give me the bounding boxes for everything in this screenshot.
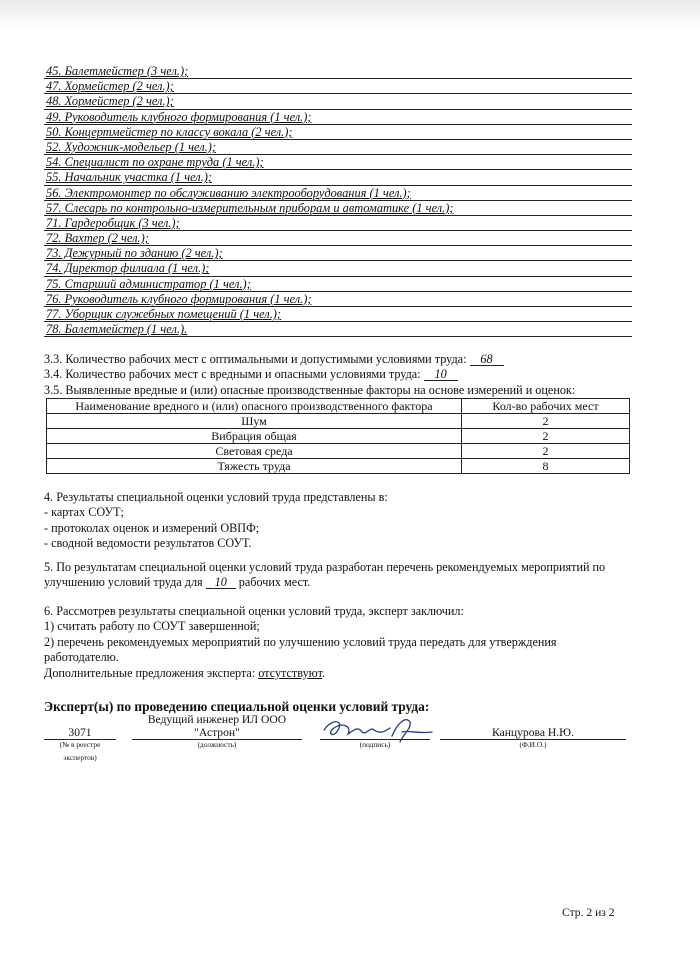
section-4-title: 4. Результаты специальной оценки условий труда представлены в:: [44, 490, 388, 504]
expert-position-line2: "Астрон": [194, 726, 240, 739]
factor-name: Тяжесть труда: [47, 459, 462, 474]
factor-count: 2: [462, 444, 630, 459]
optimal-workplaces-value: 68: [470, 353, 504, 366]
section-5: 5. По результатам специальной оценки условий труда разработан перечень рекомендуемых мероприятий по улучшению условий труда для 10 рабочих мест.: [44, 560, 606, 590]
harmful-workplaces-value: 10: [424, 368, 458, 381]
measures-workplaces-value: 10: [206, 576, 236, 589]
section-4: [44, 490, 644, 552]
section-6-title: 6. Рассмотрев результаты специальной оценки условий труда, эксперт заключил:: [44, 604, 464, 618]
list-item: 75. Старший администратор (1 чел.);: [44, 277, 632, 292]
registry-field: 3071 (№ в реестре экспертов): [44, 726, 116, 762]
factor-name: Вибрация общая: [47, 429, 462, 444]
list-item: 76. Руководитель клубного формирования (1 чел.);: [44, 292, 632, 307]
list-item: 48. Хормейстер (2 чел.);: [44, 94, 632, 109]
section-3-3: 3.3. Количество рабочих мест с оптимальными и допустимыми условиями труда: 68: [44, 352, 504, 366]
list-item: 71. Гардеробщик (3 чел.);: [44, 216, 632, 231]
table-row: [47, 429, 630, 444]
page-number: Стр. 2 из 2: [562, 906, 615, 919]
list-item: 72. Вахтер (2 чел.);: [44, 231, 632, 246]
name-field: Канцурова Н.Ю. (Ф.И.О.): [440, 726, 626, 749]
section-3-5: 3.5. Выявленные вредные и (или) опасные производственные факторы на основе измерений и оценок:: [44, 383, 576, 397]
list-item: 56. Электромонтер по обслуживанию электрооборудования (1 чел.);: [44, 186, 632, 201]
list-item: 52. Художник-модельер (1 чел.);: [44, 140, 632, 155]
expert-position-line1: Ведущий инженер ИЛ ООО: [147, 713, 287, 726]
expert-name: Канцурова Н.Ю.: [492, 726, 574, 739]
list-item: 55. Начальник участка (1 чел.);: [44, 170, 632, 185]
factor-count: 8: [462, 459, 630, 474]
list-item: 47. Хормейстер (2 чел.);: [44, 79, 632, 94]
scan-shadow: [0, 0, 700, 30]
extra-proposals-value: отсутствуют: [258, 665, 323, 680]
factor-count: 2: [462, 414, 630, 429]
position-field: Ведущий инженер ИЛ ООО "Астрон" (должность): [132, 713, 302, 749]
table-row: [47, 444, 630, 459]
factor-count: 2: [462, 429, 630, 444]
column-header-count: Кол-во рабочих мест: [462, 399, 630, 414]
list-item: 74. Директор филиала (1 чел.);: [44, 261, 632, 276]
list-item: 77. Уборщик служебных помещений (1 чел.);: [44, 307, 632, 322]
list-item: 49. Руководитель клубного формирования (1 чел.);: [44, 110, 632, 125]
signature-field: (подпись): [320, 739, 430, 749]
section-3-4: 3.4. Количество рабочих мест с вредными и опасными условиями труда: 10: [44, 367, 458, 381]
list-item: 54. Специалист по охране труда (1 чел.);: [44, 155, 632, 170]
section-6: 6. Рассмотрев результаты специальной оценки условий труда, эксперт заключил: 1) считать работу по СОУТ завершенной; 2) перечень рекомендуемых мероприятий по улучшению условий труда передать для утверждения работодателю. Дополнительные предложения эксперта: отсутствуют.: [44, 604, 644, 681]
list-item: 73. Дежурный по зданию (2 чел.);: [44, 246, 632, 261]
registry-number: 3071: [68, 726, 92, 739]
factor-name: Световая среда: [47, 444, 462, 459]
list-item: 57. Слесарь по контрольно-измерительным приборам и автоматике (1 чел.);: [44, 201, 632, 216]
expert-signature-title: Эксперт(ы) по проведению специальной оценки условий труда:: [44, 699, 430, 714]
section-4-item: - картах СОУТ;: [44, 505, 124, 520]
positions-list: [44, 64, 632, 337]
factors-table: [46, 398, 630, 474]
list-item: 78. Балетмейстер (1 чел.).: [44, 322, 632, 337]
factor-name: Шум: [47, 414, 462, 429]
section-4-item: - протоколах оценок и измерений ОВПФ;: [44, 520, 260, 535]
table-header-row: [47, 399, 630, 414]
table-row: [47, 414, 630, 429]
list-item: 50. Концертмейстер по классу вокала (2 чел.);: [44, 125, 632, 140]
list-item: 45. Балетмейстер (3 чел.);: [44, 64, 632, 79]
table-row: [47, 459, 630, 474]
column-header-factor: Наименование вредного и (или) опасного производственного фактора: [47, 399, 462, 414]
section-4-item: - сводной ведомости результатов СОУТ.: [44, 536, 252, 551]
